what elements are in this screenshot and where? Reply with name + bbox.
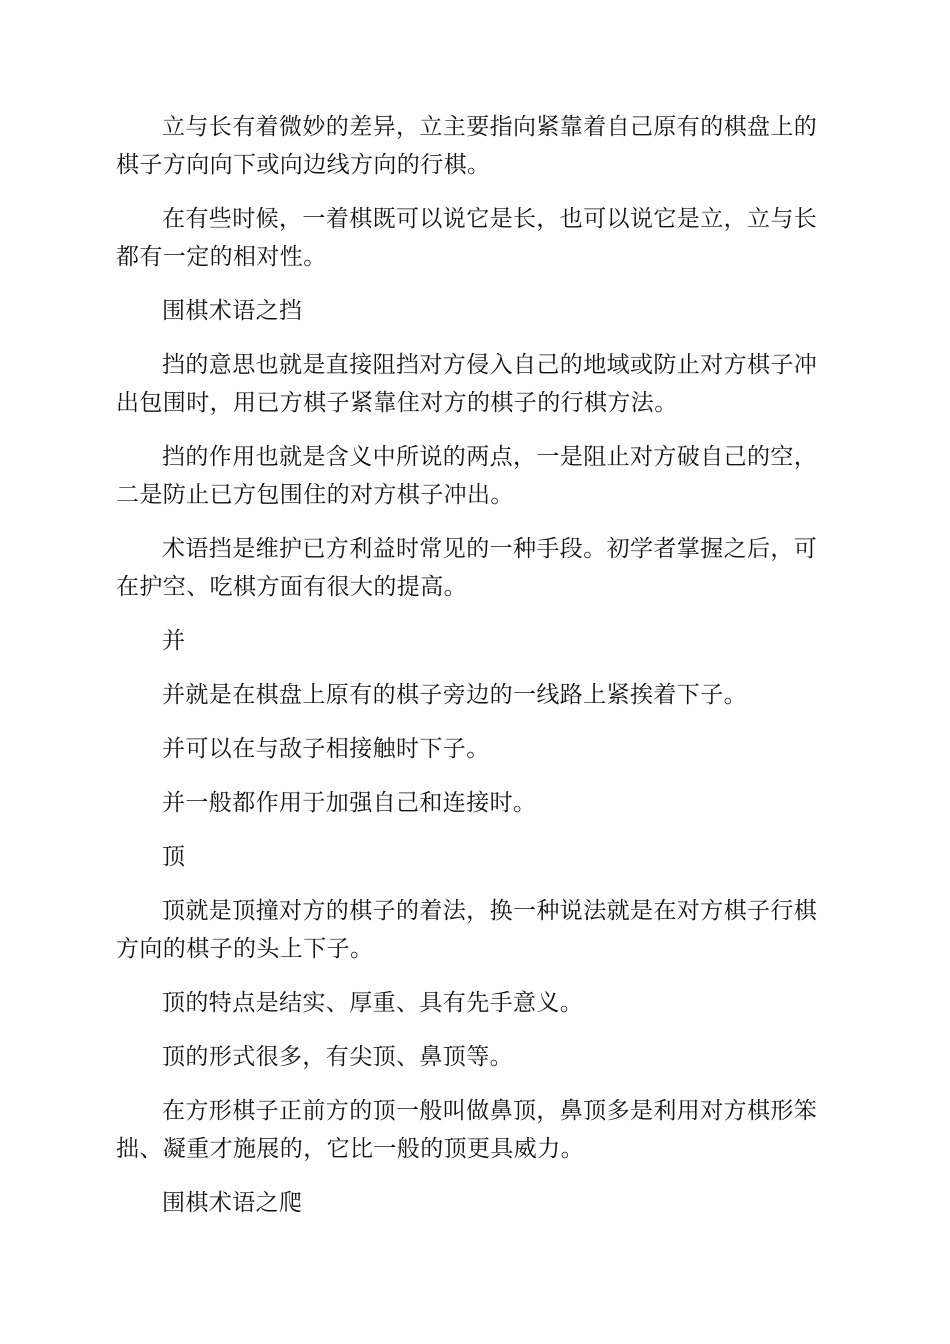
section-heading-ding: 顶 xyxy=(162,844,186,870)
document-body xyxy=(116,108,836,1238)
section-heading-bing: 并 xyxy=(162,628,186,654)
paragraph-bing-contact: 并可以在与敌子相接触时下子。 xyxy=(162,736,490,762)
paragraph-li-vs-chang: 立与长有着微妙的差异，立主要指向紧靠着自己原有的棋盘上的棋子方向向下或向边线方向的行棋。 xyxy=(116,114,818,178)
paragraph-bing-purpose: 并一般都作用于加强自己和连接时。 xyxy=(162,790,537,816)
paragraph-ding-features: 顶的特点是结实、厚重、具有先手意义。 xyxy=(162,990,584,1016)
paragraph-ding-definition: 顶就是顶撞对方的棋子的着法，换一种说法就是在对方棋子行棋方向的棋子的头上下子。 xyxy=(116,898,818,962)
paragraph-ding-forms: 顶的形式很多，有尖顶、鼻顶等。 xyxy=(162,1044,513,1070)
paragraph-dang-meaning: 挡的意思也就是直接阻挡对方侵入自己的地域或防止对方棋子冲出包围时，用已方棋子紧靠住对方的棋子的行棋方法。 xyxy=(116,352,818,416)
paragraph-bing-definition: 并就是在棋盘上原有的棋子旁边的一线路上紧挨着下子。 xyxy=(162,682,747,708)
section-heading-dang: 围棋术语之挡 xyxy=(162,298,303,324)
paragraph-nose-ding: 在方形棋子正前方的顶一般叫做鼻顶，鼻顶多是利用对方棋形笨拙、凝重才施展的，它比一般的顶更具威力。 xyxy=(116,1098,818,1162)
paragraph-relativity: 在有些时候，一着棋既可以说它是长，也可以说它是立，立与长都有一定的相对性。 xyxy=(116,206,818,270)
paragraph-dang-function: 挡的作用也就是含义中所说的两点，一是阻止对方破自己的空，二是防止已方包围住的对方棋子冲出。 xyxy=(116,444,818,508)
paragraph-dang-usage: 术语挡是维护已方利益时常见的一种手段。初学者掌握之后，可在护空、吃棋方面有很大的提高。 xyxy=(116,536,818,600)
section-heading-pa: 围棋术语之爬 xyxy=(162,1190,303,1216)
